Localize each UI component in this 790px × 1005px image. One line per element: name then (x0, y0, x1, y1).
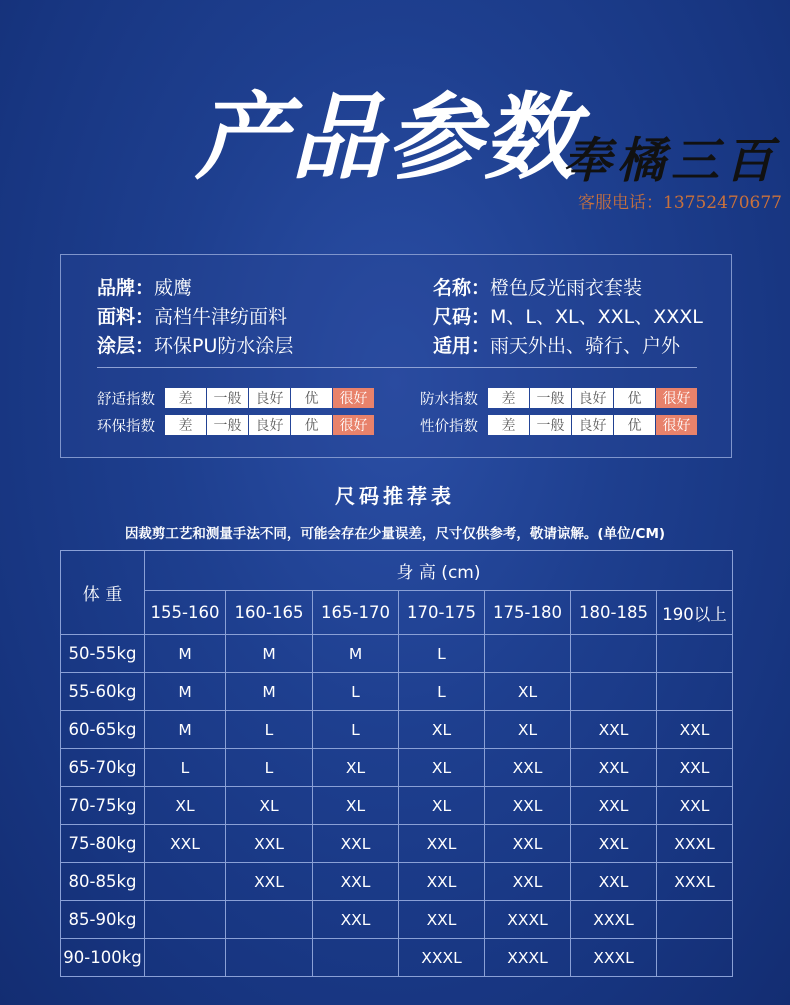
weight-cell: 80-85kg (61, 863, 145, 901)
rating-level: 良好 (249, 388, 290, 408)
spec-fabric (97, 302, 287, 329)
size-chart-table (60, 550, 733, 977)
size-cell: L (399, 635, 485, 673)
rating-level: 一般 (530, 415, 571, 435)
weight-cell: 90-100kg (61, 939, 145, 977)
size-cell (313, 939, 399, 977)
size-cell: L (313, 673, 399, 711)
size-cell (657, 939, 733, 977)
size-cell: XL (226, 787, 313, 825)
size-cell: XL (145, 787, 226, 825)
size-cell: XL (399, 711, 485, 749)
size-cell: L (226, 711, 313, 749)
size-cell: XL (313, 749, 399, 787)
size-cell (145, 901, 226, 939)
height-header: 身 高 (cm) (145, 551, 733, 591)
size-cell: M (226, 673, 313, 711)
rating-scale (488, 415, 698, 435)
size-cell: XL (399, 787, 485, 825)
rating-level: 优 (291, 415, 332, 435)
spec-brand-value: 威鹰 (154, 277, 193, 299)
table-header-row (61, 551, 733, 591)
table-row (61, 787, 733, 825)
weight-cell: 70-75kg (61, 787, 145, 825)
size-cell (657, 901, 733, 939)
size-cell: XXL (571, 749, 657, 787)
spec-size (433, 302, 703, 329)
size-cell: L (399, 673, 485, 711)
spec-fabric-label: 面料： (97, 306, 155, 328)
size-cell (145, 863, 226, 901)
table-row (61, 939, 733, 977)
height-range-header: 165-170 (313, 591, 399, 635)
spec-usage-value: 雨天外出、骑行、户外 (490, 335, 681, 357)
size-cell: XXL (226, 863, 313, 901)
rating-label: 舒适指数 (97, 391, 155, 408)
size-cell: XXL (485, 749, 571, 787)
size-cell: XXL (657, 711, 733, 749)
size-cell: XXXL (657, 825, 733, 863)
table-row (61, 749, 733, 787)
size-cell: XXXL (485, 901, 571, 939)
rating-scale (165, 415, 375, 435)
size-cell: XL (485, 673, 571, 711)
spec-coating-label: 涂层： (97, 335, 155, 357)
size-cell (226, 939, 313, 977)
size-cell: XL (313, 787, 399, 825)
size-cell: XL (485, 711, 571, 749)
size-cell: XXL (571, 787, 657, 825)
size-cell: XXXL (571, 939, 657, 977)
weight-cell: 85-90kg (61, 901, 145, 939)
size-cell: XXL (571, 863, 657, 901)
rating-level: 差 (488, 415, 529, 435)
table-row (61, 825, 733, 863)
rating-level: 优 (614, 415, 655, 435)
size-cell: M (313, 635, 399, 673)
rating-level: 一般 (207, 415, 248, 435)
size-cell: XXL (313, 863, 399, 901)
rating-row (420, 388, 698, 408)
size-cell (226, 901, 313, 939)
spec-name (433, 273, 642, 300)
size-cell: XXL (571, 711, 657, 749)
size-cell: XXL (657, 749, 733, 787)
spec-usage-label: 适用： (433, 335, 491, 357)
spec-fabric-value: 高档牛津纺面料 (154, 306, 288, 328)
rating-level: 良好 (572, 415, 613, 435)
rating-level: 一般 (207, 388, 248, 408)
table-row (61, 863, 733, 901)
size-cell: XXL (226, 825, 313, 863)
rating-row (97, 388, 375, 408)
table-row (61, 673, 733, 711)
size-cell: XXL (313, 901, 399, 939)
size-cell: XXXL (571, 901, 657, 939)
size-cell: M (145, 711, 226, 749)
size-cell: M (226, 635, 313, 673)
size-cell: XXL (485, 863, 571, 901)
rating-row (420, 415, 698, 435)
rating-level: 一般 (530, 388, 571, 408)
size-cell: XXL (485, 825, 571, 863)
size-cell: XXXL (657, 863, 733, 901)
weight-cell: 60-65kg (61, 711, 145, 749)
page-title: 产品参数 (195, 83, 580, 193)
height-range-header: 180-185 (571, 591, 657, 635)
table-row (61, 711, 733, 749)
spec-name-value: 橙色反光雨衣套装 (490, 277, 643, 299)
rating-level: 优 (614, 388, 655, 408)
rating-label: 防水指数 (420, 391, 478, 408)
rating-level: 良好 (249, 415, 290, 435)
height-range-header: 160-165 (226, 591, 313, 635)
rating-level: 很好 (656, 415, 697, 435)
rating-label: 环保指数 (97, 418, 155, 435)
size-cell: M (145, 673, 226, 711)
spec-usage (433, 331, 680, 358)
rating-level: 良好 (572, 388, 613, 408)
spec-divider (97, 367, 697, 368)
size-cell: L (226, 749, 313, 787)
rating-level: 很好 (333, 388, 374, 408)
size-cell: XXL (399, 863, 485, 901)
spec-brand (97, 273, 192, 300)
rating-scale (165, 388, 375, 408)
size-chart-title: 尺码推荐表 (335, 484, 455, 508)
spec-coating-value: 环保PU防水涂层 (154, 335, 294, 357)
product-spec-panel (60, 254, 732, 458)
table-row (61, 635, 733, 673)
rating-level: 很好 (333, 415, 374, 435)
weight-cell: 65-70kg (61, 749, 145, 787)
height-range-header: 170-175 (399, 591, 485, 635)
weight-cell: 75-80kg (61, 825, 145, 863)
size-cell: XL (399, 749, 485, 787)
size-cell: XXL (313, 825, 399, 863)
weight-header: 体 重 (61, 551, 145, 635)
brand-logo: 奉橘三百 (563, 133, 780, 189)
size-cell: XXL (399, 901, 485, 939)
service-phone: 客服电话：13752470677 (578, 193, 782, 213)
size-cell (657, 635, 733, 673)
spec-size-label: 尺码： (433, 306, 491, 328)
rating-label: 性价指数 (420, 418, 478, 435)
table-row (61, 901, 733, 939)
size-cell: XXL (485, 787, 571, 825)
size-cell (145, 939, 226, 977)
height-range-header: 190以上 (657, 591, 733, 635)
rating-level: 优 (291, 388, 332, 408)
spec-size-value: M、L、XL、XXL、XXXL (490, 306, 703, 328)
size-cell (571, 673, 657, 711)
size-cell: XXXL (399, 939, 485, 977)
size-cell: XXL (145, 825, 226, 863)
size-chart-note: 因裁剪工艺和测量手法不同，可能会存在少量误差，尺寸仅供参考，敬请谅解。(单位/CM) (124, 526, 666, 542)
size-cell (571, 635, 657, 673)
weight-cell: 50-55kg (61, 635, 145, 673)
rating-level: 差 (488, 388, 529, 408)
size-cell: L (145, 749, 226, 787)
size-cell: XXL (571, 825, 657, 863)
rating-level: 差 (165, 388, 206, 408)
size-cell (485, 635, 571, 673)
spec-coating (97, 331, 293, 358)
size-cell (657, 673, 733, 711)
table-header-row (61, 591, 733, 635)
rating-row (97, 415, 375, 435)
size-cell: XXL (657, 787, 733, 825)
spec-brand-label: 品牌： (97, 277, 155, 299)
size-cell: L (313, 711, 399, 749)
height-range-header: 155-160 (145, 591, 226, 635)
weight-cell: 55-60kg (61, 673, 145, 711)
spec-name-label: 名称： (433, 277, 491, 299)
rating-scale (488, 388, 698, 408)
rating-level: 差 (165, 415, 206, 435)
size-cell: XXXL (485, 939, 571, 977)
height-range-header: 175-180 (485, 591, 571, 635)
size-cell: XXL (399, 825, 485, 863)
rating-level: 很好 (656, 388, 697, 408)
size-cell: M (145, 635, 226, 673)
